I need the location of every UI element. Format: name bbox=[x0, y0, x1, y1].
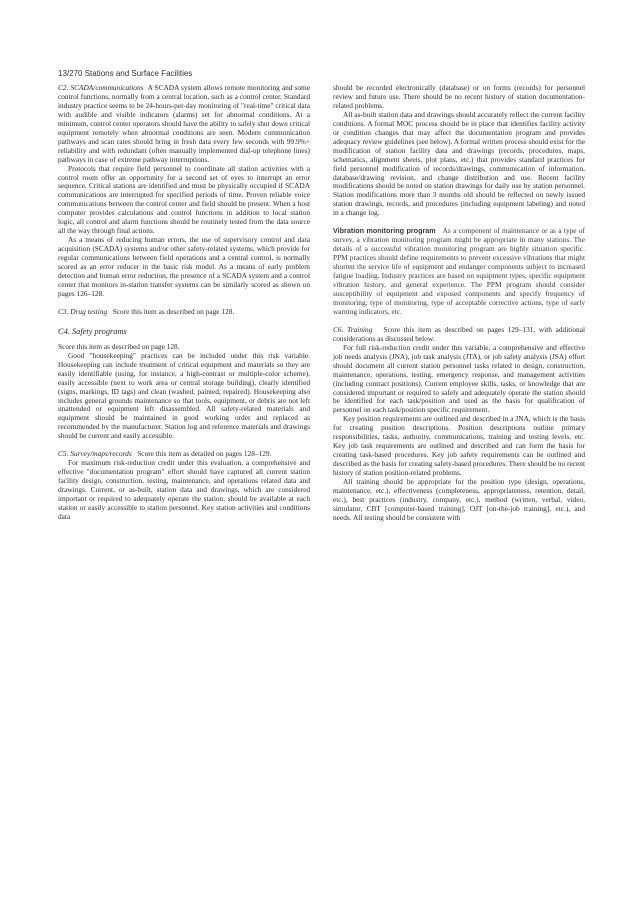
c2-paragraph-1 bbox=[58, 84, 310, 165]
c6-paragraph-1 bbox=[333, 326, 585, 344]
c6-paragraph-3: Key position requirements are outlined and described in a JNA, which is the basis for creating position descriptions. Position descriptions outline primary responsibilities, tasks, authority, communications, training and testing levels, etc. Key job task requirements are outlined and described and can form the basis for creating task-based procedures. Key job safety requirements can be outlined and described as the basis for creating safety-based procedures. There should be no recent history of station position-related problems. bbox=[333, 414, 585, 478]
c6-paragraph-4: All training should be appropriate for the position type (design, operations, maintenance, etc.), effectiveness (completeness, appropriateness, retention, detail, etc.), best practices (industry, company, etc.), method (written, verbal, video, simulator, CBT [computer-based training], OJT [on-the-job training], etc.), and needs. All testing should be consistent with bbox=[333, 477, 585, 522]
c4-paragraph-2: Good "housekeeping" practices can be included under this risk variable. Housekeeping can include treatment of critical equipment and materials so they are easily identifiable (using, for instance, a high-contrast or multiple-color scheme), easily accessible (next to work area or central storage building), clearly identified (signs, markings, ID tags) and clean (washed, painted, repaired). Housekeeping also includes general grounds maintenance so that tools, equipment, or debris are not left unattended or equipment left disassembled. All safety-related materials and equipment should be maintained in good working order and replaced as recommended by the manufacturer. Station log and reference materials and drawings should be current and easily accessible. bbox=[58, 350, 310, 441]
c5-paragraph-2: For maximum risk-reduction credit under this evaluation, a comprehensive and effective "documentation program" effort should have captured all current station facility design, construction, testing, maintenance, and operations related data and drawings. Current, or as-built, station data and drawings, which are considered important or required to adequately operate the station, should be available at each station or easily accessible to station personnel. Key station activities and conditions data bbox=[58, 458, 310, 521]
c4-paragraph-1: Score this item as described on page 128. bbox=[58, 341, 180, 351]
records-paragraph: should be recorded electronically (database) or on forms (records) for personnel review and future use. There should be no recent history of station documentation-related problems. bbox=[333, 83, 585, 110]
vibration-paragraph bbox=[333, 227, 585, 317]
c2-paragraph-3: As a means of reducing human errors, the use of supervisory control and data acquisition (SCADA) systems and/or other safety-related systems, which provide for regular communications between field operations and a central control, is normally scored as an error reducer in the basic risk model. As a means of early problem detection and human error reduction, the presence of a SCADA system and a control center that monitors in-station transfer systems can be similarly scored as shown on pages 126–128. bbox=[58, 235, 310, 298]
c5-text: Score this item as detailed on pages 128–129. bbox=[137, 449, 272, 459]
left-column bbox=[58, 84, 310, 522]
c2-paragraph-1-text: A SCADA system allows remote monitoring and some control functions, normally from a central location, such as a control center. Standard industry practice seems to be 24-hours-per-day monitoring of "real-time" critical data with audible and visible indicators (alarms) set for abnormal conditions. At a minimum, control center operators should have the ability to safely shut down critical equipment remotely when abnormal conditions are seen. Modern communication pathways and scan rates should bring in fresh data every few seconds with 99.9%+ reliability and with redundant (often manually implemented dial-up telephone lines) pathways in case of extreme pathway interruptions. bbox=[58, 83, 310, 164]
spacer bbox=[58, 317, 310, 326]
right-column bbox=[333, 84, 585, 523]
c2-heading: C2. SCADA/communications bbox=[58, 83, 144, 92]
c6-text: Score this item as described on pages 129–131, with additional considerations as discussed below. bbox=[333, 324, 585, 343]
c3-text: Score this item as described on page 128. bbox=[112, 306, 235, 316]
c6-paragraph-2: For full risk-reduction credit under this variable, a comprehensive and effective job needs analysis (JNA), job task analysis (JTA), or job safety analysis (JSA) effort should document all current station personnel tasks related to design, construction, maintenance, operations, testing, emergency response, and management activities (including contract positions). Current employee skills, tasks, or knowledge that are considered important or required to safely and adequately operate the station should be identified for each task/position and used as the basis for qualification of personnel on each task/position specific requirement. bbox=[333, 342, 585, 415]
c5-heading: C5. Survey/maps/records bbox=[58, 449, 132, 459]
c6-heading: C6. Training bbox=[333, 324, 373, 334]
as-built-paragraph: All as-built station data and drawings should accurately reflect the current facility conditions. A formal MOC process should be in place that identifies facility activity or condition changes that may affect the documentation program and provides adequacy review guidelines (see below). A formal written process should exist for the modification of station facility data and drawings (records, procedures, maps, schematics, alignment sheets, plot plans, etc.) that provides standard practices for field personnel modification of records/drawings, communication of information, database/drawing revision, and change distribution and use. Recent facility modifications should be noted on station drawings for daily use by station personnel. Station modifications more than 3 months old should be reflected on newly issued station drawings, records, and procedures (including equipment labeling) and noted in a change log. bbox=[333, 109, 585, 218]
c3-paragraph bbox=[58, 308, 310, 317]
running-head: 13/270 Stations and Surface Facilities bbox=[58, 69, 193, 78]
c4-heading: C4. Safety programs bbox=[58, 326, 127, 336]
vibration-heading: Vibration monitoring program bbox=[333, 226, 436, 236]
c2-paragraph-2: Protocols that require field personnel to coordinate all station activities with a control room offer an opportunity for a second set of eyes to interrupt an error sequence. Critical stations are identified and must be physically occupied if SCADA communications are interrupted for specified periods of time. Proven reliable voice communications between the control center and field should be present. When a host computer provides calculations and control functions in addition to local station logic, all control and alarm functions should be routinely tested from the data source all the way through final actions. bbox=[58, 163, 310, 236]
vibration-text: As a component of maintenance or as a type of survey, a vibration monitoring program might be appropriate in many stations. The details of a successful vibration monitoring program are highly situation specific. PPM practices should define requirements to prevent excessive vibrations that might shorten the service life of equipment and endanger components subject to increased fatigue loading. Industry practices are based on equipment types, specific equipment vibration history, and general experience. The PPM program should consider susceptibility of equipment and exposed components and specify frequency of monitoring, type of monitoring, type of acceptable corrective actions, type of early warning indicators, etc. bbox=[333, 226, 585, 316]
c3-heading: C3. Drug testing bbox=[58, 306, 108, 316]
